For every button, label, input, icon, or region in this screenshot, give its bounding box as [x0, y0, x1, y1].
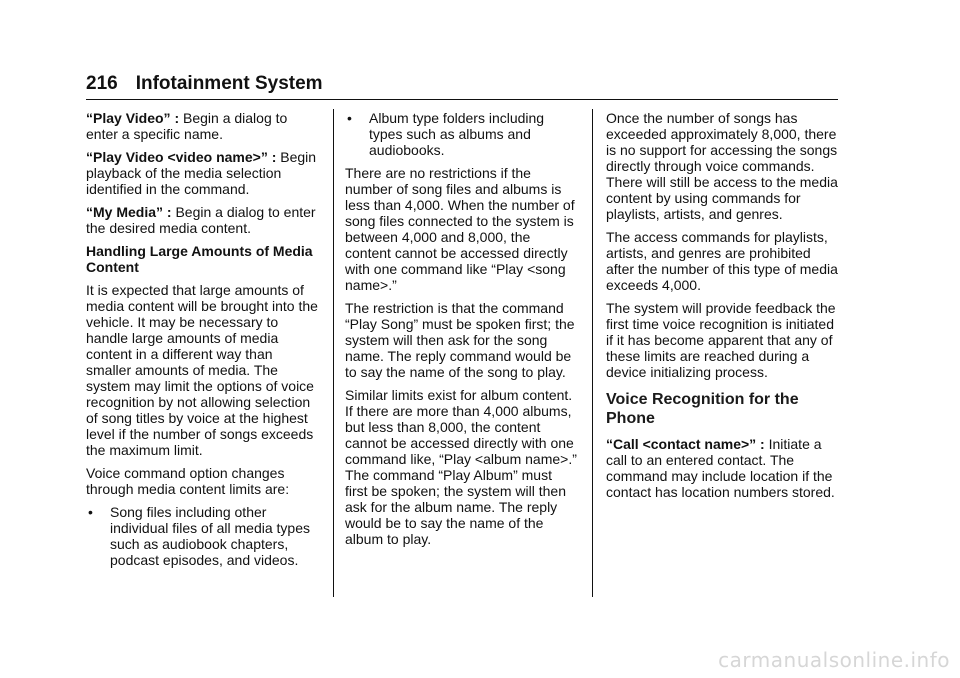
access-commands-paragraph: The access commands for playlists, artists, and genres are prohibited after the number of this type of media exceeds 4,000.: [606, 229, 838, 293]
bullet-item: [345, 110, 577, 158]
call-contact-term: “Call <contact name>” :: [606, 436, 765, 452]
bullet-text: Album type folders including types such as albums and audiobooks.: [369, 110, 545, 158]
large-media-paragraph: It is expected that large amounts of media content will be brought into the vehicle. It may be necessary to handle large amounts of media content in a different way than smaller amounts of media. The system may limit the options of voice recognition by not allowing selection of song titles by voice at the highest level if the number of songs exceeds the maximum limit.: [86, 282, 318, 458]
subsection-heading: Handling Large Amounts of Media Content: [86, 243, 313, 275]
album-limits-paragraph: Similar limits exist for album content. If there are more than 4,000 albums, but less than 8,000, the content cannot be accessed directly with one command like, “Play <album name>.” The command “Play Album” must first be spoken; the system will then ask for the album name. The reply would be to say the name of the album to play.: [345, 387, 577, 547]
header-rule: [86, 99, 838, 100]
play-video-term: “Play Video” :: [86, 110, 180, 126]
my-media-entry: [86, 204, 318, 236]
feedback-paragraph: The system will provide feedback the first time voice recognition is initiated if it has become apparent that any of these limits are reached during a device initializing process.: [606, 300, 836, 380]
song-restrictions-paragraph: There are no restrictions if the number of song files and albums is less than 4,000. When the number of song files connected to the system is between 4,000 and 8,000, the content cannot be accessed directly with one command like “Play <song name>.”: [345, 165, 575, 293]
call-contact-entry: [606, 436, 838, 500]
my-media-term: “My Media” :: [86, 204, 172, 220]
play-song-paragraph: The restriction is that the command “Play Song” must be spoken first; the system will then ask for the song name. The reply command would be to say the name of the song to play.: [345, 300, 575, 380]
section-heading: Voice Recognition for the Phone: [606, 391, 799, 427]
limits-intro-paragraph: Voice command option changes through media content limits are:: [86, 465, 290, 497]
play-video-name-desc: Begin playback of the media selection identified in the command.: [86, 149, 317, 197]
bullet-item: [86, 504, 318, 568]
play-video-name-entry: [86, 149, 318, 197]
page-header: [86, 72, 838, 96]
my-media-desc: Begin a dialog to enter the desired media content.: [86, 204, 316, 236]
page-number: 216: [86, 73, 118, 94]
play-video-entry: [86, 110, 318, 142]
column-divider: [592, 109, 593, 597]
bullet-mark: •: [347, 110, 352, 126]
column-1: [86, 110, 318, 575]
call-contact-desc: Initiate a call to an entered contact. The command may include location if the contact has location numbers stored.: [606, 436, 835, 500]
bullet-mark: •: [88, 504, 93, 520]
column-divider: [333, 109, 334, 597]
column-2: [345, 110, 577, 554]
column-3: [606, 110, 838, 507]
section-title: Infotainment System: [135, 73, 323, 94]
watermark: carmanualsonline.info: [718, 648, 950, 672]
song-limit-paragraph: Once the number of songs has exceeded approximately 8,000, there is no support for accessing the songs directly through voice commands. There will still be access to the media content by using commands for playlists, artists, and genres.: [606, 110, 838, 222]
play-video-name-term: “Play Video <video name>” :: [86, 149, 277, 165]
play-video-desc: Begin a dialog to enter a specific name.: [86, 110, 288, 142]
bullet-text: Song files including other individual files of all media types such as audiobook chapters, podcast episodes, and videos.: [110, 504, 310, 568]
